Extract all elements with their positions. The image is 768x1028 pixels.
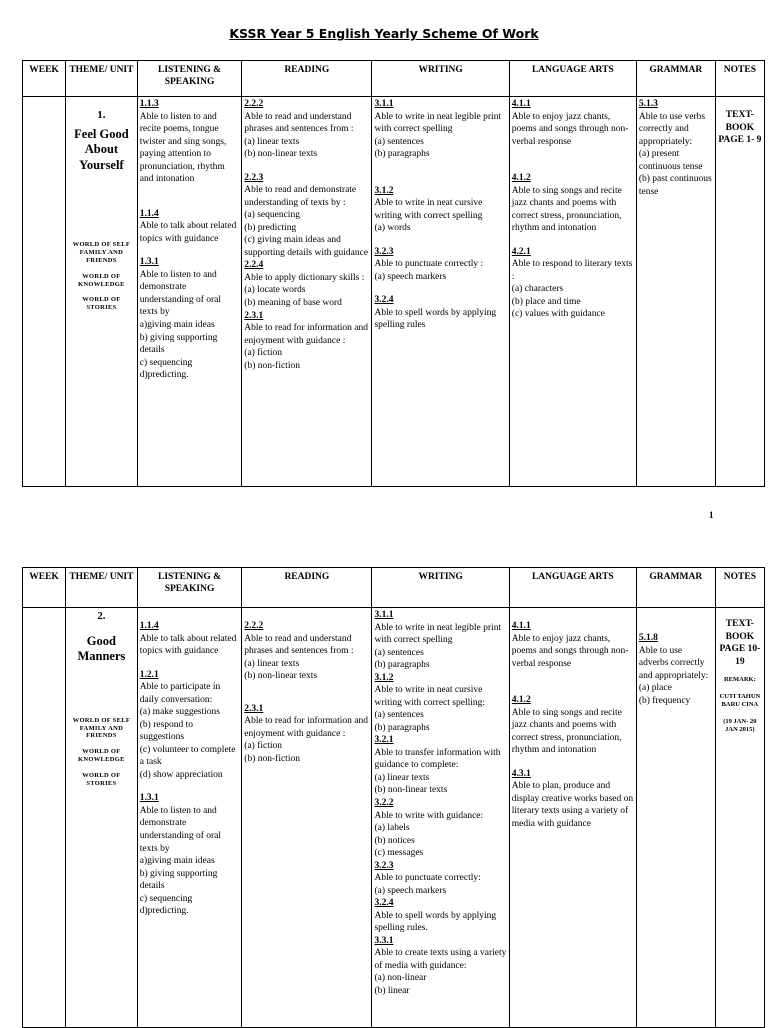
header-reading: READING	[242, 568, 372, 608]
skill-text: Able to write in neat cursive writing with correct spelling	[374, 198, 483, 221]
skill-code: 1.2.1	[139, 669, 159, 680]
textbook-page-note: TEXT-BOOK PAGE 1- 9	[718, 110, 762, 146]
listening-speaking-cell	[137, 608, 242, 1028]
skill-item	[374, 935, 506, 998]
sub-item: a)giving main ideas	[139, 319, 215, 330]
skill-code: 4.3.1	[511, 768, 531, 779]
week-cell	[23, 608, 66, 1028]
sub-item: (d) show appreciation	[139, 769, 223, 780]
sub-item: (b) linear	[374, 985, 410, 996]
skill-code: 2.3.1	[244, 310, 264, 321]
skill-item	[140, 98, 240, 186]
header-grammar: GRAMMAR	[636, 61, 715, 97]
skill-item	[374, 860, 506, 898]
notes-cell	[715, 97, 764, 487]
skill-text: Able to transfer information with guidance to complete:	[374, 747, 501, 771]
skill-code: 4.1.2	[511, 695, 531, 706]
skill-code: 1.1.4	[139, 208, 159, 219]
skill-code: 2.2.3	[244, 172, 264, 183]
header-grammar: GRAMMAR	[636, 568, 715, 608]
skill-code: 1.3.1	[139, 257, 159, 268]
header-writing: WRITING	[372, 568, 509, 608]
header-language-arts: LANGUAGE ARTS	[509, 61, 636, 97]
language-arts-cell	[509, 97, 636, 487]
skill-item	[374, 609, 506, 672]
sub-item: (a) linear texts	[374, 772, 430, 783]
skill-text: Able to create texts using a variety of media with guidance:	[374, 948, 507, 971]
sub-item: (a) locate words	[244, 285, 306, 296]
skill-item	[244, 259, 369, 309]
skill-code: 2.2.4	[244, 260, 264, 271]
sub-item: (b) frequency	[638, 695, 691, 706]
skill-item	[512, 694, 634, 757]
sub-item: (a) sentences	[374, 136, 424, 147]
sub-item: (a) make suggestions	[139, 707, 220, 718]
skill-text: Able to enjoy jazz chants, poems and songs through non-verbal response	[511, 111, 629, 147]
header-theme: THEME/ UNIT	[66, 61, 138, 97]
skill-item	[244, 310, 369, 373]
notes-cell	[715, 608, 764, 1028]
skill-item	[374, 246, 506, 284]
skill-item	[374, 897, 506, 935]
theme-name: Feel Good About Yourself	[74, 126, 129, 172]
skill-item	[140, 256, 240, 381]
skill-text: Able to respond to literary texts :	[511, 259, 633, 282]
sub-item: (b) paragraphs	[374, 149, 430, 160]
skill-code: 3.1.1	[374, 99, 394, 109]
sub-item: (c) messages	[374, 848, 424, 859]
sub-item: b) giving supporting details	[139, 868, 218, 892]
skill-code: 1.3.1	[139, 793, 159, 804]
skill-code: 2.2.2	[244, 621, 264, 631]
skill-code: 3.2.3	[374, 246, 394, 257]
skill-code: 3.2.2	[374, 797, 394, 808]
skill-item	[639, 632, 713, 707]
sub-item: (b) notices	[374, 835, 415, 846]
scheme-table-2	[22, 567, 765, 1028]
worlds-list	[68, 717, 135, 788]
theme-number: 1.	[97, 109, 106, 121]
skill-item	[140, 669, 240, 782]
listening-speaking-cell	[137, 97, 242, 487]
header-listening-speaking: LISTENING & SPEAKING	[137, 61, 242, 97]
writing-cell	[372, 608, 509, 1028]
skill-item	[244, 703, 369, 766]
sub-item: (b) predicting	[244, 222, 297, 233]
sub-item: (a) sequencing	[244, 210, 300, 221]
sub-item: (b) non-linear texts	[244, 671, 318, 682]
skill-item	[512, 246, 634, 321]
skill-text: Able to participate in daily conversation:	[139, 682, 221, 705]
sub-item: (a) characters	[511, 284, 564, 295]
skill-item	[244, 620, 369, 683]
sub-item: (a) labels	[374, 823, 410, 834]
sub-item: (a) speech markers	[374, 271, 447, 282]
skill-code: 3.2.1	[374, 735, 394, 746]
sub-item: (b) meaning of base word	[244, 297, 342, 308]
week-cell	[23, 97, 66, 487]
skill-text: Able to listen to and demonstrate understanding of oral texts by	[139, 269, 222, 318]
skill-code: 3.1.1	[374, 610, 394, 620]
sub-item: (b) past continuous tense	[638, 174, 712, 197]
header-week: WEEK	[23, 61, 66, 97]
header-row	[23, 568, 765, 608]
skill-code: 5.1.3	[638, 99, 658, 109]
skill-text: Able to sing songs and recite jazz chants and poems with correct stress, pronunciation, rhythm and intonation	[511, 185, 622, 234]
table-row	[23, 97, 765, 487]
skill-text: Able to write in neat legible print with correct spelling	[374, 622, 502, 646]
sub-item: (a) sentences	[374, 710, 424, 721]
world-item: WORLD OF KNOWLEDGE	[78, 272, 125, 288]
skill-code: 2.3.1	[244, 703, 264, 714]
skill-text: Able to write in neat cursive writing with correct spelling:	[374, 685, 485, 708]
skill-item	[374, 185, 506, 235]
skill-item	[244, 98, 369, 161]
world-item: WORLD OF STORIES	[82, 296, 121, 312]
sub-item: (c) values with guidance	[511, 309, 605, 320]
world-item: WORLD OF KNOWLEDGE	[78, 748, 125, 763]
skill-code: 1.1.4	[139, 621, 159, 631]
sub-item: (c) volunteer to complete a task	[139, 744, 236, 768]
sub-item: (a) present continuous tense	[638, 149, 703, 172]
scheme-table-1	[22, 60, 765, 487]
header-notes: NOTES	[715, 61, 764, 97]
theme-cell	[66, 97, 138, 487]
skill-item	[140, 208, 240, 246]
reading-cell	[242, 608, 372, 1028]
theme-name: Good Manners	[77, 633, 126, 664]
sub-item: (b) non-fiction	[244, 360, 300, 371]
sub-item: (a) linear texts	[244, 658, 300, 669]
skill-item	[512, 172, 634, 235]
skill-code: 4.1.1	[511, 99, 531, 109]
skill-text: Able to spell words by applying spelling rules	[374, 307, 497, 331]
sub-item: (b) non-linear texts	[374, 785, 448, 796]
sub-item: (a) speech markers	[374, 885, 447, 896]
skill-text: Able to write in neat legible print with correct spelling	[374, 111, 502, 135]
sub-item: b) giving supporting details	[139, 332, 218, 356]
skill-text: Able to listen to and demonstrate understanding of oral texts by	[139, 805, 222, 854]
skill-code: 3.1.2	[374, 185, 394, 196]
sub-item: (b) paragraphs	[374, 722, 430, 733]
skill-text: Able to read and understand phrases and sentences from :	[244, 633, 354, 657]
skill-code: 3.2.4	[374, 898, 394, 909]
world-item: WORLD OF SELF FAMILY AND FRIENDS	[72, 241, 131, 264]
document-title: KSSR Year 5 English Yearly Scheme Of Work	[229, 26, 539, 41]
sub-item: (a) words	[374, 223, 411, 234]
skill-text: Able to listen to and recite poems, tongue twister and sing songs, paying attention to pronunciation, rhythm and intonation	[139, 111, 227, 185]
skill-code: 4.1.2	[511, 173, 531, 184]
skill-code: 5.1.8	[638, 633, 658, 643]
sub-item: (a) linear texts	[244, 136, 300, 147]
world-item: WORLD OF SELF FAMILY AND FRIENDS	[72, 716, 131, 740]
skill-text: Able to read and demonstrate understanding of texts by :	[244, 185, 357, 208]
skill-text: Able to talk about related topics with guidance	[139, 221, 237, 244]
remark-date: (19 JAN- 20 JAN 2015)	[723, 717, 757, 734]
header-row	[23, 61, 765, 97]
skill-item	[512, 620, 634, 670]
skill-text: Able to sing songs and recite jazz chants and poems with correct stress, pronunciation, rhythm and intonation	[511, 707, 622, 756]
skill-text: Able to use adverbs correctly and appropriately:	[638, 645, 709, 681]
theme-cell	[66, 608, 138, 1028]
sub-item: a)giving main ideas	[139, 856, 215, 867]
skill-code: 2.2.2	[244, 99, 264, 109]
skill-item	[639, 98, 713, 198]
skill-text: Able to punctuate correctly :	[374, 259, 484, 270]
sub-item: c) sequencing	[139, 357, 193, 368]
sub-item: d)predicting.	[139, 370, 189, 381]
skill-item	[374, 734, 506, 797]
language-arts-cell	[509, 608, 636, 1028]
sub-item: (b) place and time	[511, 296, 581, 307]
theme-number: 2.	[97, 610, 106, 622]
skill-item	[244, 172, 369, 260]
header-theme: THEME/ UNIT	[66, 568, 138, 608]
grammar-cell	[636, 97, 715, 487]
sub-item: (a) sentences	[374, 647, 424, 658]
header-language-arts: LANGUAGE ARTS	[509, 568, 636, 608]
skill-item	[374, 672, 506, 735]
sub-item: (a) fiction	[244, 348, 283, 359]
remark-label: REMARK:	[723, 676, 756, 684]
skill-item	[374, 797, 506, 860]
remark-text: CUTI TAHUN BARU CINA	[719, 692, 761, 709]
page-number: 1	[709, 510, 714, 520]
textbook-page-note: TEXT-BOOK PAGE 10- 19	[719, 619, 761, 667]
skill-item	[512, 98, 634, 148]
header-reading: READING	[242, 61, 372, 97]
skill-text: Able to use verbs correctly and appropriately:	[638, 111, 706, 147]
skill-text: Able to apply dictionary skills :	[244, 272, 365, 283]
skill-code: 3.2.4	[374, 295, 394, 306]
sub-item: d)predicting.	[139, 906, 189, 917]
skill-code: 3.1.2	[374, 672, 394, 683]
skill-item	[374, 98, 506, 161]
sub-item: (b) non-linear texts	[244, 149, 318, 160]
skill-item	[374, 294, 506, 332]
skill-text: Able to read for information and enjoyment with guidance :	[244, 716, 369, 739]
skill-item	[140, 792, 240, 917]
header-writing: WRITING	[372, 61, 509, 97]
sub-item: (b) paragraphs	[374, 660, 430, 671]
header-listening-speaking: LISTENING & SPEAKING	[137, 568, 242, 608]
world-item: WORLD OF STORIES	[82, 771, 121, 787]
header-notes: NOTES	[715, 568, 764, 608]
sub-item: (a) fiction	[244, 741, 283, 752]
skill-text: Able to read and understand phrases and sentences from :	[244, 111, 354, 135]
writing-cell	[372, 97, 509, 487]
skill-text: Able to spell words by applying spelling rules.	[374, 910, 497, 934]
worlds-list	[68, 241, 135, 312]
reading-cell	[242, 97, 372, 487]
skill-code: 3.3.1	[374, 935, 394, 946]
sub-item: (c) giving main ideas and supporting details with guidance	[244, 235, 369, 258]
skill-text: Able to enjoy jazz chants, poems and songs through non-verbal response	[511, 633, 629, 669]
skill-text: Able to punctuate correctly:	[374, 873, 481, 884]
skill-code: 4.1.1	[511, 621, 531, 631]
skill-text: Able to read for information and enjoyment with guidance :	[244, 323, 369, 346]
skill-item	[140, 620, 240, 658]
skill-code: 3.2.3	[374, 860, 394, 871]
skill-text: Able to plan, produce and display creative works based on literary texts using a variety of media with guidance	[511, 781, 634, 829]
sub-item: (a) non-linear	[374, 973, 427, 984]
sub-item: (b) respond to suggestions	[139, 719, 194, 743]
skill-item	[512, 768, 634, 831]
table-row	[23, 608, 765, 1028]
skill-code: 1.1.3	[139, 99, 159, 109]
sub-item: (a) place	[638, 683, 672, 694]
skill-text: Able to talk about related topics with guidance	[139, 633, 237, 657]
sub-item: c) sequencing	[139, 893, 193, 904]
skill-code: 4.2.1	[511, 246, 531, 257]
sub-item: (b) non-fiction	[244, 753, 300, 764]
grammar-cell	[636, 608, 715, 1028]
header-week: WEEK	[23, 568, 66, 608]
skill-text: Able to write with guidance:	[374, 810, 484, 821]
